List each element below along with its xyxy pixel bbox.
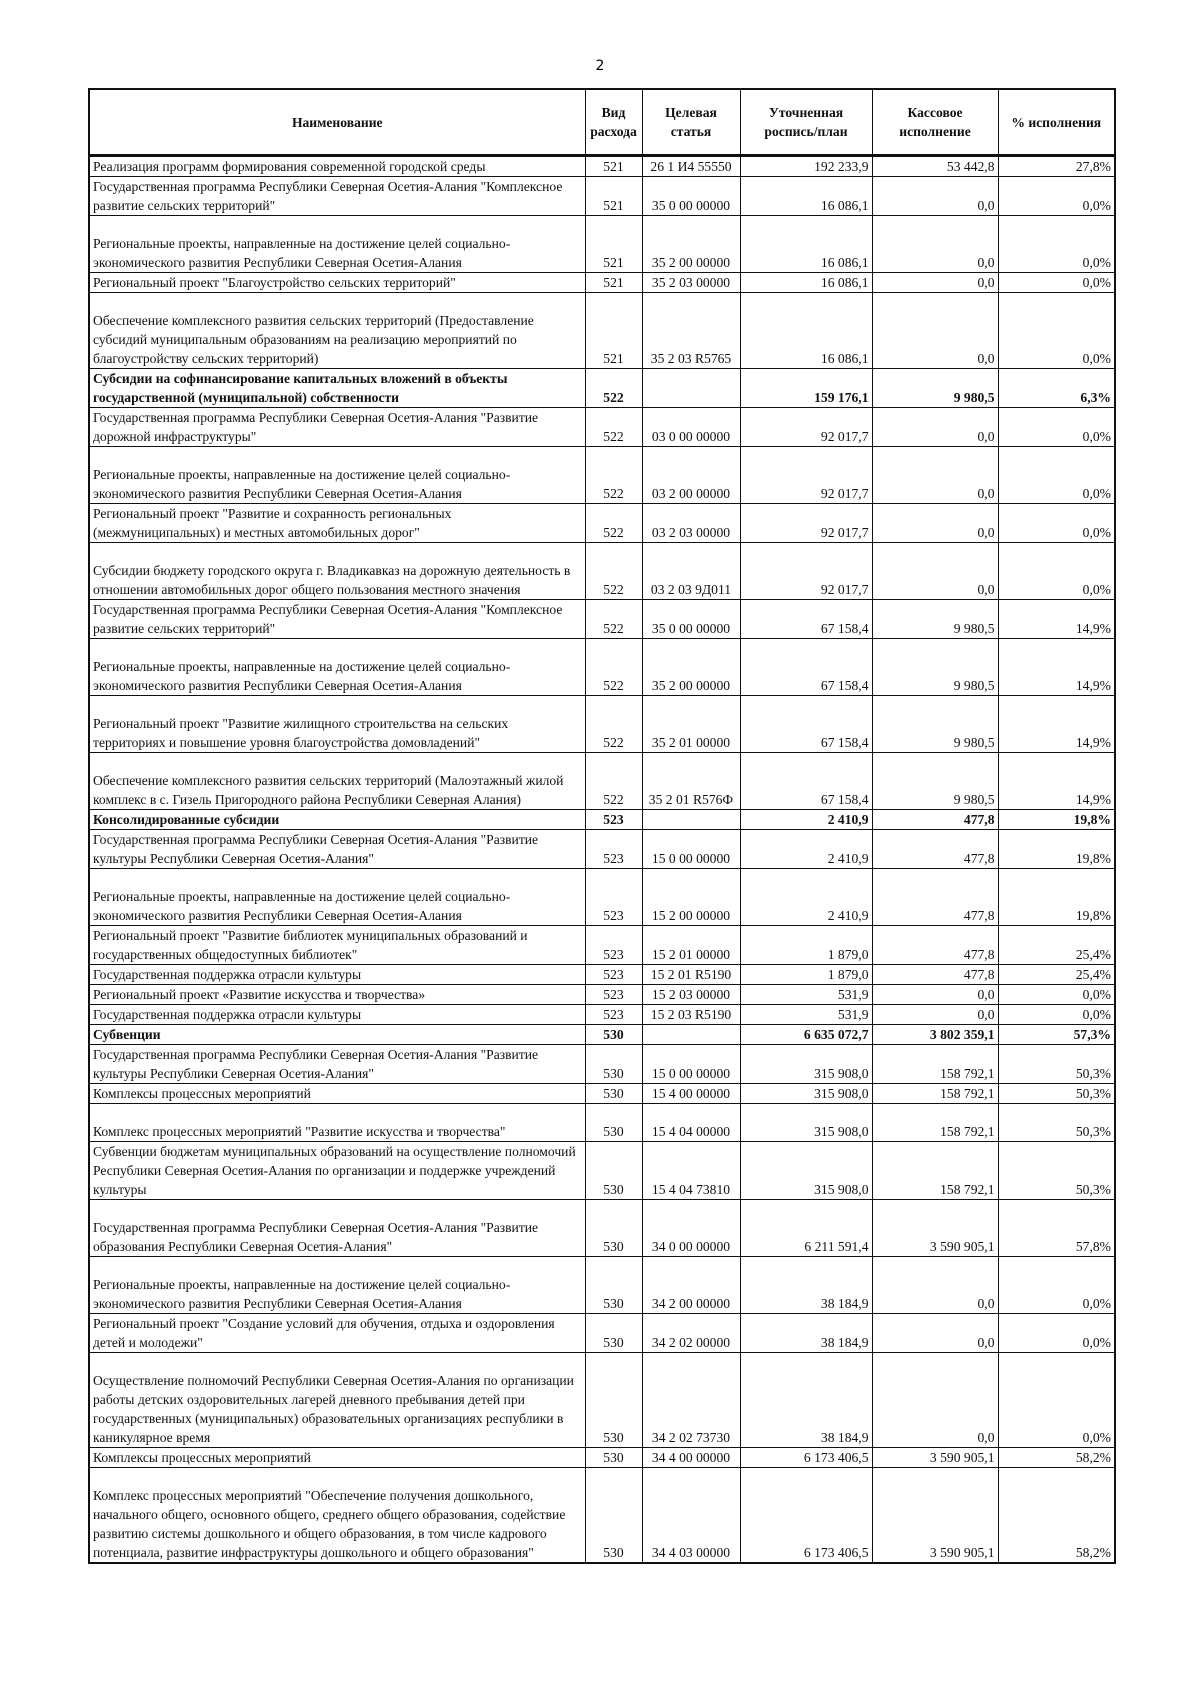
row-plan-cell: 2 410,9: [740, 810, 872, 830]
row-target-item-cell: 15 4 04 00000: [642, 1104, 740, 1142]
table-header-row: [89, 89, 1115, 156]
row-execution-percent-cell: 57,3%: [998, 1025, 1115, 1045]
row-cash-execution-cell: 9 980,5: [872, 600, 998, 639]
row-execution-percent-cell: 57,8%: [998, 1200, 1115, 1257]
row-cash-execution-cell: 477,8: [872, 869, 998, 926]
header-name: Наименование: [89, 89, 585, 156]
budget-execution-table: [88, 88, 1116, 1564]
row-cash-execution-cell: 0,0: [872, 293, 998, 369]
row-execution-percent-cell: 0,0%: [998, 985, 1115, 1005]
row-target-item-cell: 15 0 00 00000: [642, 1045, 740, 1084]
row-expense-type-cell: 522: [585, 408, 642, 447]
row-cash-execution-cell: 477,8: [872, 965, 998, 985]
row-target-item-cell: 15 4 00 00000: [642, 1084, 740, 1104]
row-expense-type-cell: 523: [585, 926, 642, 965]
row-expense-type-cell: 530: [585, 1200, 642, 1257]
row-name-cell: Государственная поддержка отрасли культуры: [89, 965, 585, 985]
row-expense-type-cell: 523: [585, 985, 642, 1005]
row-name-cell: Региональные проекты, направленные на достижение целей социально-экономического развития Республики Северная Осетия-Алания: [89, 639, 585, 696]
table-row: [89, 543, 1115, 600]
row-name-cell: Обеспечение комплексного развития сельских территорий (Малоэтажный жилой комплекс в с. Гизель Пригородного района Республики Северная Алания): [89, 753, 585, 810]
row-name-cell: Осуществление полномочий Республики Северная Осетия-Алания по организации работы детских оздоровительных лагерей дневного пребывания детей при государственных (муниципальных) образовательных организациях республики в каникулярное время: [89, 1353, 585, 1448]
row-target-item-cell: 15 2 00 00000: [642, 869, 740, 926]
row-target-item-cell: 15 2 03 R5190: [642, 1005, 740, 1025]
row-target-item-cell: [642, 810, 740, 830]
row-name-cell: Государственная программа Республики Северная Осетия-Алания "Развитие культуры Республики Северная Осетия-Алания": [89, 830, 585, 869]
row-plan-cell: 92 017,7: [740, 408, 872, 447]
row-expense-type-cell: 521: [585, 273, 642, 293]
row-plan-cell: 6 211 591,4: [740, 1200, 872, 1257]
table-row: [89, 696, 1115, 753]
row-plan-cell: 2 410,9: [740, 869, 872, 926]
row-cash-execution-cell: 477,8: [872, 830, 998, 869]
row-expense-type-cell: 521: [585, 177, 642, 216]
row-plan-cell: 192 233,9: [740, 156, 872, 177]
row-plan-cell: 67 158,4: [740, 696, 872, 753]
row-execution-percent-cell: 58,2%: [998, 1468, 1115, 1563]
row-cash-execution-cell: 3 802 359,1: [872, 1025, 998, 1045]
row-cash-execution-cell: 0,0: [872, 543, 998, 600]
row-execution-percent-cell: 0,0%: [998, 1314, 1115, 1353]
row-expense-type-cell: 521: [585, 216, 642, 273]
table-row: [89, 504, 1115, 543]
row-plan-cell: 16 086,1: [740, 293, 872, 369]
table-row: [89, 965, 1115, 985]
row-expense-type-cell: 530: [585, 1448, 642, 1468]
row-execution-percent-cell: 0,0%: [998, 447, 1115, 504]
row-name-cell: Субсидии на софинансирование капитальных вложений в объекты государственной (муниципальной) собственности: [89, 369, 585, 408]
row-name-cell: Комплекс процессных мероприятий "Развитие искусства и творчества": [89, 1104, 585, 1142]
row-expense-type-cell: 530: [585, 1045, 642, 1084]
row-plan-cell: 315 908,0: [740, 1104, 872, 1142]
row-name-cell: Комплекс процессных мероприятий "Обеспечение получения дошкольного, начального общего, основного общего, среднего общего образования, содействие развитию системы дошкольного и общего образования, в том числе кадрового потенциала, развитие инфраструктуры дошкольного и общего образования": [89, 1468, 585, 1563]
row-expense-type-cell: 530: [585, 1142, 642, 1200]
row-execution-percent-cell: 0,0%: [998, 216, 1115, 273]
row-expense-type-cell: 522: [585, 639, 642, 696]
row-expense-type-cell: 522: [585, 696, 642, 753]
row-execution-percent-cell: 50,3%: [998, 1104, 1115, 1142]
row-target-item-cell: 03 0 00 00000: [642, 408, 740, 447]
table-row: [89, 1045, 1115, 1084]
table-row: [89, 447, 1115, 504]
row-plan-cell: 16 086,1: [740, 273, 872, 293]
row-target-item-cell: 35 2 00 00000: [642, 639, 740, 696]
table-row: [89, 216, 1115, 273]
row-target-item-cell: 35 2 01 00000: [642, 696, 740, 753]
row-target-item-cell: 03 2 03 00000: [642, 504, 740, 543]
row-cash-execution-cell: 0,0: [872, 447, 998, 504]
row-cash-execution-cell: 158 792,1: [872, 1142, 998, 1200]
row-expense-type-cell: 523: [585, 869, 642, 926]
row-cash-execution-cell: 477,8: [872, 810, 998, 830]
row-name-cell: Региональный проект "Развитие и сохранность региональных (межмуниципальных) и местных автомобильных дорог": [89, 504, 585, 543]
table-row: [89, 1257, 1115, 1314]
row-plan-cell: 315 908,0: [740, 1084, 872, 1104]
row-name-cell: Комплексы процессных мероприятий: [89, 1084, 585, 1104]
row-plan-cell: 16 086,1: [740, 216, 872, 273]
row-name-cell: Региональный проект "Создание условий для обучения, отдыха и оздоровления детей и молодежи": [89, 1314, 585, 1353]
row-expense-type-cell: 523: [585, 1005, 642, 1025]
row-cash-execution-cell: 9 980,5: [872, 696, 998, 753]
row-execution-percent-cell: 50,3%: [998, 1142, 1115, 1200]
row-execution-percent-cell: 25,4%: [998, 965, 1115, 985]
row-target-item-cell: 35 2 00 00000: [642, 216, 740, 273]
header-execution-percent: % исполнения: [998, 89, 1115, 156]
row-expense-type-cell: 523: [585, 965, 642, 985]
row-cash-execution-cell: 3 590 905,1: [872, 1200, 998, 1257]
row-expense-type-cell: 521: [585, 293, 642, 369]
row-cash-execution-cell: 3 590 905,1: [872, 1448, 998, 1468]
row-execution-percent-cell: 0,0%: [998, 177, 1115, 216]
row-expense-type-cell: 522: [585, 753, 642, 810]
row-cash-execution-cell: 9 980,5: [872, 753, 998, 810]
row-target-item-cell: 35 0 00 00000: [642, 177, 740, 216]
row-execution-percent-cell: 19,8%: [998, 810, 1115, 830]
row-cash-execution-cell: 158 792,1: [872, 1084, 998, 1104]
table-row: [89, 830, 1115, 869]
row-execution-percent-cell: 50,3%: [998, 1045, 1115, 1084]
row-target-item-cell: 15 2 01 00000: [642, 926, 740, 965]
row-name-cell: Государственная программа Республики Северная Осетия-Алания "Комплексное развитие сельских территорий": [89, 177, 585, 216]
row-cash-execution-cell: 0,0: [872, 504, 998, 543]
row-cash-execution-cell: 9 980,5: [872, 639, 998, 696]
row-execution-percent-cell: 0,0%: [998, 1353, 1115, 1448]
row-expense-type-cell: 522: [585, 543, 642, 600]
row-plan-cell: 1 879,0: [740, 965, 872, 985]
row-name-cell: Государственная программа Республики Северная Осетия-Алания "Развитие образования Республики Северная Осетия-Алания": [89, 1200, 585, 1257]
row-execution-percent-cell: 14,9%: [998, 753, 1115, 810]
row-name-cell: Региональный проект «Развитие искусства и творчества»: [89, 985, 585, 1005]
header-cash-execution: Кассовое исполнение: [872, 89, 998, 156]
row-name-cell: Региональный проект "Развитие библиотек муниципальных образований и государственных общедоступных библиотек": [89, 926, 585, 965]
row-expense-type-cell: 530: [585, 1084, 642, 1104]
row-cash-execution-cell: 0,0: [872, 1005, 998, 1025]
table-row: [89, 293, 1115, 369]
table-body: [89, 156, 1115, 1563]
row-target-item-cell: 03 2 03 9Д011: [642, 543, 740, 600]
row-plan-cell: 92 017,7: [740, 504, 872, 543]
row-expense-type-cell: 530: [585, 1314, 642, 1353]
row-target-item-cell: 35 2 03 R5765: [642, 293, 740, 369]
row-cash-execution-cell: 477,8: [872, 926, 998, 965]
row-expense-type-cell: 530: [585, 1025, 642, 1045]
row-target-item-cell: 15 0 00 00000: [642, 830, 740, 869]
row-target-item-cell: 34 0 00 00000: [642, 1200, 740, 1257]
table-row: [89, 639, 1115, 696]
row-cash-execution-cell: 158 792,1: [872, 1104, 998, 1142]
header-expense-type: Вид расхода: [585, 89, 642, 156]
row-execution-percent-cell: 0,0%: [998, 408, 1115, 447]
row-plan-cell: 92 017,7: [740, 447, 872, 504]
row-name-cell: Региональные проекты, направленные на достижение целей социально-экономического развития Республики Северная Осетия-Алания: [89, 869, 585, 926]
row-cash-execution-cell: 3 590 905,1: [872, 1468, 998, 1563]
row-execution-percent-cell: 19,8%: [998, 869, 1115, 926]
row-plan-cell: 531,9: [740, 985, 872, 1005]
row-target-item-cell: 03 2 00 00000: [642, 447, 740, 504]
row-execution-percent-cell: 58,2%: [998, 1448, 1115, 1468]
row-name-cell: Реализация программ формирования современной городской среды: [89, 156, 585, 177]
table-row: [89, 600, 1115, 639]
row-name-cell: Государственная поддержка отрасли культуры: [89, 1005, 585, 1025]
row-name-cell: Субсидии бюджету городского округа г. Владикавказ на дорожную деятельность в отношении автомобильных дорог общего пользования местного значения: [89, 543, 585, 600]
row-target-item-cell: 34 2 02 73730: [642, 1353, 740, 1448]
table-row: [89, 1314, 1115, 1353]
header-target-item: Целевая статья: [642, 89, 740, 156]
table-row: [89, 1448, 1115, 1468]
row-name-cell: Региональные проекты, направленные на достижение целей социально-экономического развития Республики Северная Осетия-Алания: [89, 1257, 585, 1314]
row-name-cell: Государственная программа Республики Северная Осетия-Алания "Развитие культуры Республики Северная Осетия-Алания": [89, 1045, 585, 1084]
row-expense-type-cell: 530: [585, 1353, 642, 1448]
row-expense-type-cell: 522: [585, 600, 642, 639]
row-target-item-cell: 15 4 04 73810: [642, 1142, 740, 1200]
row-name-cell: Консолидированные субсидии: [89, 810, 585, 830]
row-plan-cell: 38 184,9: [740, 1353, 872, 1448]
row-expense-type-cell: 523: [585, 830, 642, 869]
table-row: [89, 1084, 1115, 1104]
row-execution-percent-cell: 0,0%: [998, 1005, 1115, 1025]
table-row: [89, 1200, 1115, 1257]
row-plan-cell: 315 908,0: [740, 1045, 872, 1084]
table-row: [89, 926, 1115, 965]
row-target-item-cell: 26 1 И4 55550: [642, 156, 740, 177]
table-row: [89, 1025, 1115, 1045]
table-row: [89, 810, 1115, 830]
row-plan-cell: 6 173 406,5: [740, 1468, 872, 1563]
row-target-item-cell: 35 2 01 R576Ф: [642, 753, 740, 810]
row-name-cell: Региональный проект "Развитие жилищного строительства на сельских территориях и повышение уровня благоустройства домовладений": [89, 696, 585, 753]
row-cash-execution-cell: 0,0: [872, 1353, 998, 1448]
row-execution-percent-cell: 0,0%: [998, 1257, 1115, 1314]
row-expense-type-cell: 522: [585, 369, 642, 408]
row-name-cell: Субвенции бюджетам муниципальных образований на осуществление полномочий Республики Северная Осетия-Алания по организации и поддержке учреждений культуры: [89, 1142, 585, 1200]
table-row: [89, 1142, 1115, 1200]
row-cash-execution-cell: 0,0: [872, 177, 998, 216]
table-row: [89, 869, 1115, 926]
row-expense-type-cell: 522: [585, 447, 642, 504]
row-expense-type-cell: 530: [585, 1257, 642, 1314]
row-cash-execution-cell: 0,0: [872, 408, 998, 447]
row-plan-cell: 67 158,4: [740, 753, 872, 810]
table-row: [89, 1005, 1115, 1025]
row-execution-percent-cell: 0,0%: [998, 543, 1115, 600]
row-cash-execution-cell: 0,0: [872, 216, 998, 273]
table-row: [89, 985, 1115, 1005]
row-plan-cell: 6 635 072,7: [740, 1025, 872, 1045]
row-name-cell: Региональные проекты, направленные на достижение целей социально-экономического развития Республики Северная Осетия-Алания: [89, 447, 585, 504]
table-row: [89, 1353, 1115, 1448]
row-execution-percent-cell: 0,0%: [998, 273, 1115, 293]
table-row: [89, 177, 1115, 216]
row-plan-cell: 38 184,9: [740, 1314, 872, 1353]
row-target-item-cell: 34 4 03 00000: [642, 1468, 740, 1563]
row-execution-percent-cell: 0,0%: [998, 293, 1115, 369]
row-name-cell: Региональные проекты, направленные на достижение целей социально-экономического развития Республики Северная Осетия-Алания: [89, 216, 585, 273]
row-name-cell: Региональный проект "Благоустройство сельских территорий": [89, 273, 585, 293]
table-row: [89, 753, 1115, 810]
row-execution-percent-cell: 14,9%: [998, 696, 1115, 753]
row-expense-type-cell: 522: [585, 504, 642, 543]
row-cash-execution-cell: 0,0: [872, 985, 998, 1005]
row-cash-execution-cell: 0,0: [872, 1257, 998, 1314]
page-number: 2: [595, 58, 605, 74]
row-plan-cell: 315 908,0: [740, 1142, 872, 1200]
row-plan-cell: 2 410,9: [740, 830, 872, 869]
row-target-item-cell: 15 2 03 00000: [642, 985, 740, 1005]
row-plan-cell: 6 173 406,5: [740, 1448, 872, 1468]
row-execution-percent-cell: 14,9%: [998, 639, 1115, 696]
row-cash-execution-cell: 158 792,1: [872, 1045, 998, 1084]
row-plan-cell: 531,9: [740, 1005, 872, 1025]
row-name-cell: Государственная программа Республики Северная Осетия-Алания "Развитие дорожной инфраструктуры": [89, 408, 585, 447]
table-row: [89, 156, 1115, 177]
row-name-cell: Комплексы процессных мероприятий: [89, 1448, 585, 1468]
row-plan-cell: 67 158,4: [740, 639, 872, 696]
row-target-item-cell: 35 0 00 00000: [642, 600, 740, 639]
table-row: [89, 369, 1115, 408]
row-cash-execution-cell: 0,0: [872, 273, 998, 293]
row-target-item-cell: 35 2 03 00000: [642, 273, 740, 293]
row-target-item-cell: [642, 369, 740, 408]
row-name-cell: Обеспечение комплексного развития сельских территорий (Предоставление субсидий муниципальным образованиям на реализацию мероприятий по благоустройству сельских территорий): [89, 293, 585, 369]
row-target-item-cell: 34 4 00 00000: [642, 1448, 740, 1468]
row-execution-percent-cell: 27,8%: [998, 156, 1115, 177]
row-cash-execution-cell: 0,0: [872, 1314, 998, 1353]
row-plan-cell: 67 158,4: [740, 600, 872, 639]
row-plan-cell: 159 176,1: [740, 369, 872, 408]
row-cash-execution-cell: 9 980,5: [872, 369, 998, 408]
row-expense-type-cell: 521: [585, 156, 642, 177]
row-expense-type-cell: 530: [585, 1104, 642, 1142]
row-execution-percent-cell: 0,0%: [998, 504, 1115, 543]
row-expense-type-cell: 523: [585, 810, 642, 830]
table-row: [89, 1468, 1115, 1563]
table-row: [89, 273, 1115, 293]
row-execution-percent-cell: 25,4%: [998, 926, 1115, 965]
row-plan-cell: 1 879,0: [740, 926, 872, 965]
row-expense-type-cell: 530: [585, 1468, 642, 1563]
row-plan-cell: 92 017,7: [740, 543, 872, 600]
row-name-cell: Государственная программа Республики Северная Осетия-Алания "Комплексное развитие сельских территорий": [89, 600, 585, 639]
header-plan: Уточненная роспись/план: [740, 89, 872, 156]
table-row: [89, 1104, 1115, 1142]
row-execution-percent-cell: 50,3%: [998, 1084, 1115, 1104]
row-cash-execution-cell: 53 442,8: [872, 156, 998, 177]
table-row: [89, 408, 1115, 447]
row-target-item-cell: 15 2 01 R5190: [642, 965, 740, 985]
row-plan-cell: 16 086,1: [740, 177, 872, 216]
row-execution-percent-cell: 14,9%: [998, 600, 1115, 639]
row-target-item-cell: [642, 1025, 740, 1045]
row-target-item-cell: 34 2 02 00000: [642, 1314, 740, 1353]
row-target-item-cell: 34 2 00 00000: [642, 1257, 740, 1314]
row-plan-cell: 38 184,9: [740, 1257, 872, 1314]
row-execution-percent-cell: 6,3%: [998, 369, 1115, 408]
row-name-cell: Субвенции: [89, 1025, 585, 1045]
row-execution-percent-cell: 19,8%: [998, 830, 1115, 869]
